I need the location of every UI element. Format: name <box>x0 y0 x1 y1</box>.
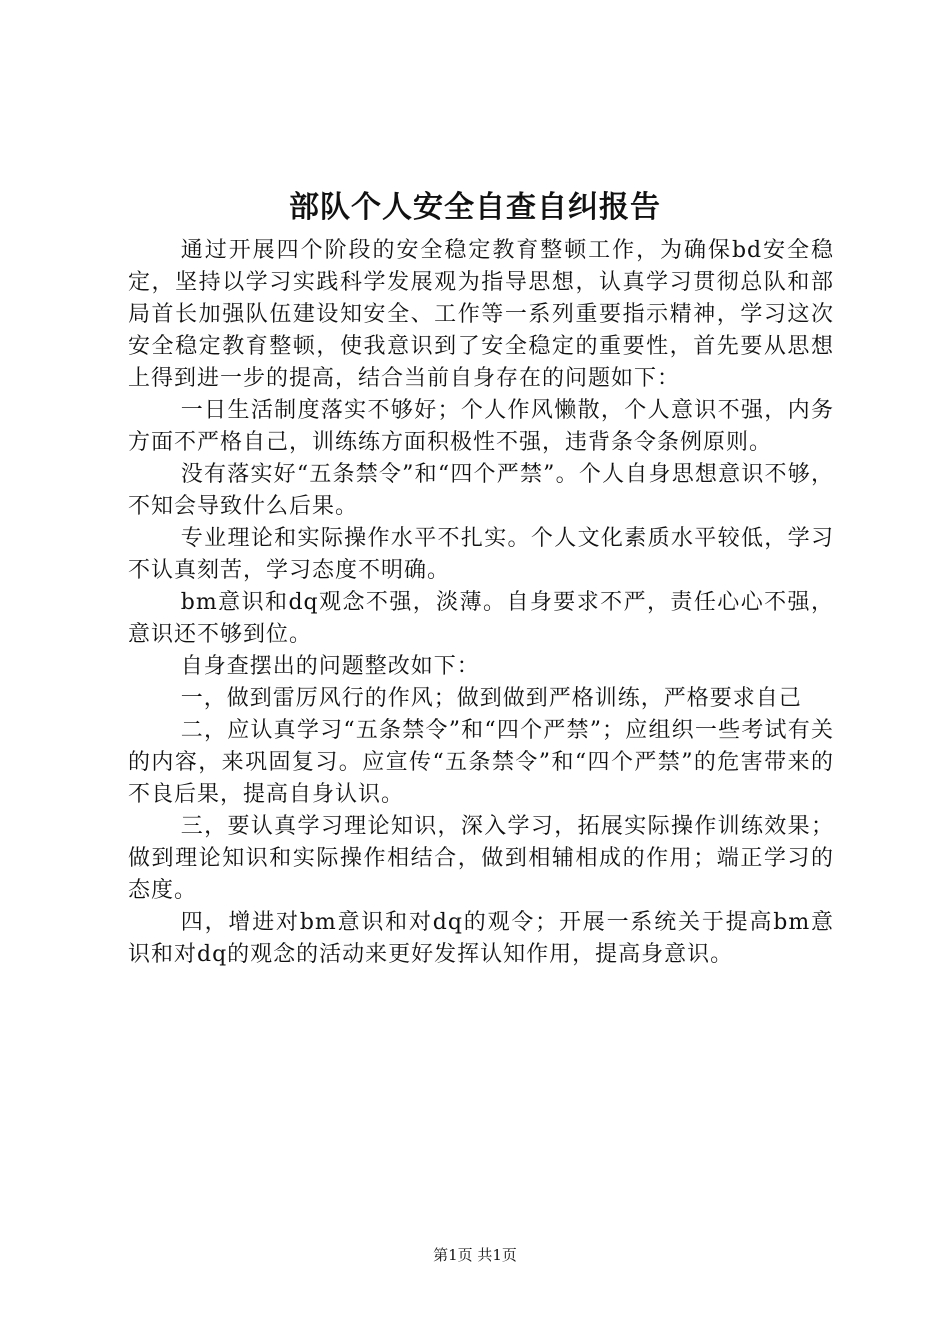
paragraph-rectification-1: 一，做到雷厉风行的作风；做到做到严格训练，严格要求自己 <box>180 686 802 711</box>
paragraph-rectification-3: 三，要认真学习理论知识，深入学习，拓展实际操作训练效果；做到理论知识和实际操作相结合，做到相辅相成的作用；端正学习的态度。 <box>128 814 834 903</box>
document-body <box>128 235 834 971</box>
paragraph-issue-skills: 专业理论和实际操作水平不扎实。个人文化素质水平较低，学习不认真刻苦，学习态度不明确。 <box>128 526 834 583</box>
paragraph-issue-daily-life: 一日生活制度落实不够好；个人作风懒散，个人意识不强，内务方面不严格自己，训练练方面积极性不强，违背条令条例原则。 <box>128 398 834 455</box>
paragraph-issue-awareness: bm意识和dq观念不强，淡薄。自身要求不严，责任心心不强，意识还不够到位。 <box>128 590 834 647</box>
paragraph-rectification-2: 二，应认真学习“五条禁令”和“四个严禁”；应组织一些考试有关的内容，来巩固复习。应宣传“五条禁令”和“四个严禁”的危害带来的不良后果，提高自身认识。 <box>128 718 834 807</box>
paragraph-issue-prohibitions: 没有落实好“五条禁令”和“四个严禁”。个人自身思想意识不够，不知会导致什么后果。 <box>128 462 834 519</box>
document-title: 部队个人安全自查自纠报告 <box>289 190 661 225</box>
paragraph-rectification-heading: 自身查摆出的问题整改如下： <box>180 654 480 679</box>
page-number-footer: 第1页 共1页 <box>433 1246 517 1264</box>
paragraph-rectification-4: 四，增进对bm意识和对dq的观令；开展一系统关于提高bm意识和对dq的观念的活动来更好发挥认知作用，提高身意识。 <box>128 910 834 967</box>
paragraph-intro: 通过开展四个阶段的安全稳定教育整顿工作，为确保bd安全稳定，坚持以学习实践科学发展观为指导思想，认真学习贯彻总队和部局首长加强队伍建设知安全、工作等一系列重要指示精神，学习这次安全稳定教育整顿，使我意识到了安全稳定的重要性，首先要从思想上得到进一步的提高，结合当前自身存在的问题如下： <box>128 238 834 391</box>
